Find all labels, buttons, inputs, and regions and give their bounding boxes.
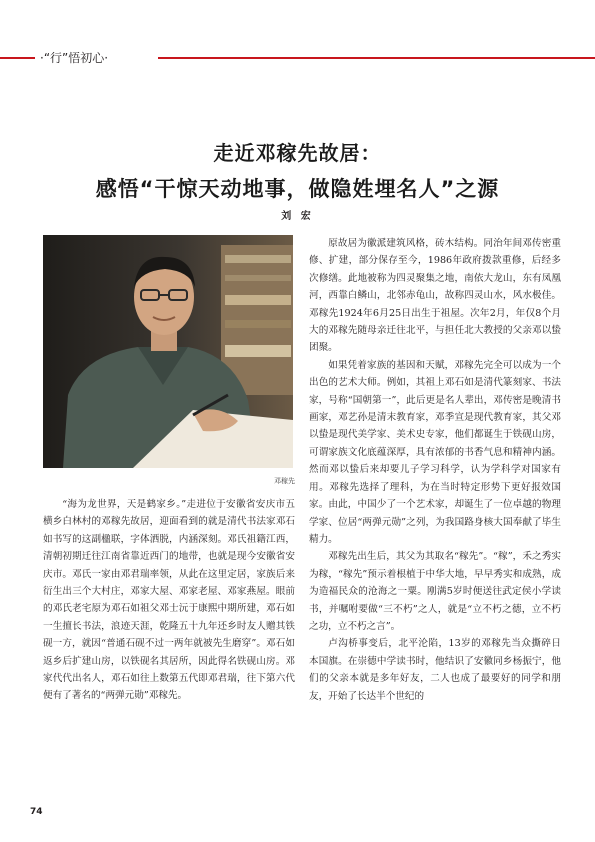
header-rule-left [0,57,35,59]
article-title-line-1: 走近邓稼先故居： [213,141,382,165]
header-rule-right [158,57,595,59]
paragraph: “海为龙世界，天是鹤家乡。”走进位于安徽省安庆市五横乡白林村的邓稼先故居，迎面看到的就是清代书法家邓石如书写的这副楹联，字体洒脱，内涵深刻。邓氏祖籍江西，清朝初期迁往江南省靠近西门的地带，也就是现今安徽省安庆市。邓氏一家由邓君瑞率领，从此在这里定居，家族后来衍生出三个大村庄，邓家大屋、邓家老屋、邓家燕屋。眼前的邓氏老宅原为邓石如祖父邓士沅于康熙中期所建，邓石如一生擅长书法，浪迹天涯，乾隆五十九年还乡时友人赠其铁砚一方，就因“普通石砚不过一两年就被先生磨穿”。邓石如返乡后扩建山房，以铁砚名其居所，因此得名铁砚山房。邓家代代出名人，邓石如往上数第五代即邓君瑞，往下第六代便有了著名的“两弹元勋”邓稼先。 [43,499,295,702]
paragraph: 原故居为徽派建筑风格，砖木结构。同治年间邓传密重修、扩建，部分保存至今，1986年政府拨款重修，后经多次修缮。此地被称为四灵聚集之地，南依大龙山，东有凤凰河，西靠白鳞山，北邻赤龟山，故称四灵山水，风水极佳。邓稼先1924年6月25日出生于祖屋。次年2月，年仅8个月大的邓稼先随母亲迁往北平，与担任北大教授的父亲邓以蛰团聚。 [309,238,561,354]
page-number: 74 [30,807,43,817]
photo-caption: 邓稼先 [274,477,295,485]
paragraph: 如果凭着家族的基因和天赋，邓稼先完全可以成为一个出色的艺术大师。例如，其祖上邓石如是清代篆刻家、书法家，号称“国朝第一”，此后更是名人辈出，邓传密是晚清书画家，邓艺孙是清末教育家，邓季宣是现代教育家，其父邓以蛰是现代美学家、美术史专家，他们都诞生于铁砚山房，可谓家族文化底蕴深厚，具有浓郁的书香气息和精神内涵。然而邓以蛰后来却要儿子学习科学，认为学科学对国家有用。邓稼先选择了理科，为在当时特定形势下更好报效国家。由此，中国少了一个艺术家，却诞生了一位卓越的物理学家、位居“两弹元勋”之列，为我国路身核大国奉献了毕生精力。 [309,359,561,545]
article-column-right [309,235,561,705]
article-title-line-2: 感悟“干惊天动地事，做隐姓埋名人”之源 [95,177,500,201]
author-byline: 刘 宏 [281,211,314,222]
paragraph: 邓稼先出生后，其父为其取名“稼先”。“稼”，禾之秀实为稼，“稼先”预示着根植于中华大地，早早秀实和成熟，成为造福民众的沧海之一粟。刚满5岁时便送往武定侯小学读书，并嘱咐要做“三不朽”之人，就是“立不朽之德，立不朽之功，立不朽之言”。 [309,551,561,632]
section-label: ·“行”悟初心· [40,51,109,65]
portrait-photo [43,235,293,468]
portrait-illustration [43,235,293,468]
article-column-left [43,496,295,705]
paragraph: 卢沟桥事变后，北平沦陷，13岁的邓稼先当众撕碎日本国旗。在崇德中学读书时，他结识了安徽同乡杨振宁，他们的父亲本就是多年好友，二人也成了最要好的同学和朋友，开始了长达半个世纪的 [309,638,561,702]
